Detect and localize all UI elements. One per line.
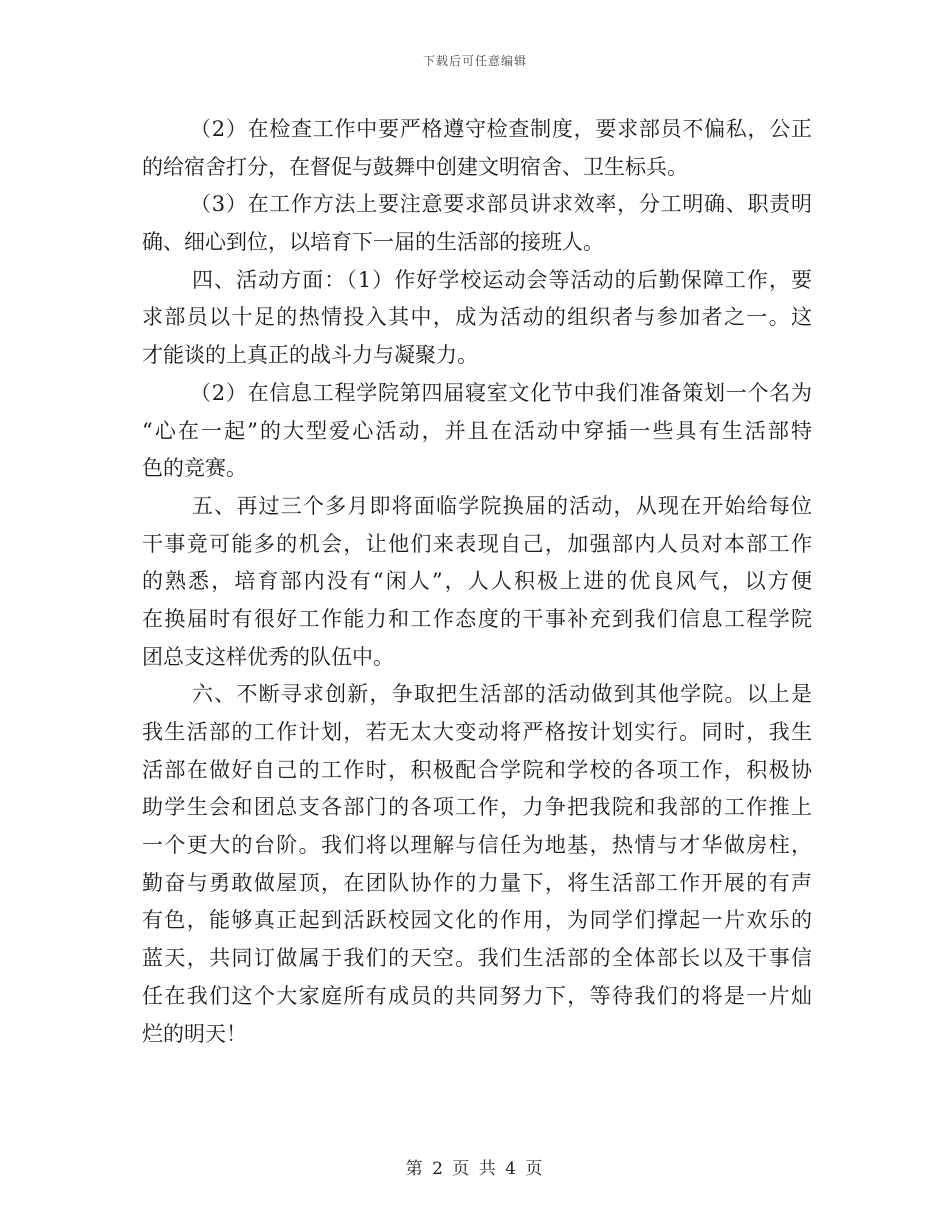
text-line: 的给宿舍打分，在督促与鼓舞中创建文明宿舍、卫生标兵。 [142,154,688,179]
text-line: 四、活动方面：（1）作好学校运动会等活动的后勤保障工作，要 [192,267,812,292]
text-line: 干事竟可能多的机会，让他们来表现自己，加强部内人员对本部工作 [142,531,812,556]
text-line: 活部在做好自己的工作时，积极配合学院和学校的各项工作，积极协 [142,757,812,782]
text-line: 勤奋与勇敢做屋顶，在团队协作的力量下，将生活部工作开展的有声 [142,870,812,895]
text-line: 才能谈的上真正的战斗力与凝聚力。 [142,343,478,368]
text-line: 烂的明天！ [142,1021,247,1046]
text-line: 有色，能够真正起到活跃校园文化的作用，为同学们撑起一片欢乐的 [142,908,812,933]
text-line: 色的竞赛。 [142,456,247,481]
text-line: （3）在工作方法上要注意要求部员讲求效率，分工明确、职责明 [190,192,812,217]
text-line: 的熟悉，培育部内没有“闲人”，人人积极上进的优良风气，以方便 [142,569,812,594]
text-line: 求部员以十足的热情投入其中，成为活动的组织者与参加者之一。这 [142,305,812,330]
text-line: 团总支这样优秀的队伍中。 [142,644,394,669]
paragraph [142,111,812,186]
text-line: 在换届时有很好工作能力和工作态度的干事补充到我们信息工程学院 [142,606,812,631]
text-line: （2）在检查工作中要严格遵守检查制度，要求部员不偏私，公正 [190,117,812,141]
paragraph [142,186,812,261]
text-line: 蓝天，共同订做属于我们的天空。我们生活部的全体部长以及干事信 [142,946,812,971]
text-line: 一个更大的台阶。我们将以理解与信任为地基，热情与才华做房柱， [142,833,812,858]
text-line: 六、不断寻求创新，争取把生活部的活动做到其他学院。以上是 [192,682,812,707]
paragraph [142,262,812,375]
paragraph [142,488,812,676]
page-number-footer: 第 2 页 共 4 页 [405,1159,545,1179]
text-line: 助学生会和团总支各部门的各项工作，力争把我院和我部的工作推上 [142,795,812,820]
document-body [142,111,812,1053]
page-header: 下载后可任意编辑 [422,54,527,68]
text-line: 确、细心到位，以培育下一届的生活部的接班人。 [142,230,604,255]
text-line: “心在一起”的大型爱心活动，并且在活动中穿插一些具有生活部特 [142,418,812,443]
text-line: 五、再过三个多月即将面临学院换届的活动，从现在开始给每位 [192,493,812,518]
text-line: 我生活部的工作计划，若无太大变动将严格按计划实行。同时，我生 [142,720,812,744]
text-line: （2）在信息工程学院第四届寝室文化节中我们准备策划一个名为 [190,380,812,405]
paragraph [142,375,812,488]
text-line: 任在我们这个大家庭所有成员的共同努力下，等待我们的将是一片灿 [142,983,812,1008]
paragraph [142,676,812,1053]
